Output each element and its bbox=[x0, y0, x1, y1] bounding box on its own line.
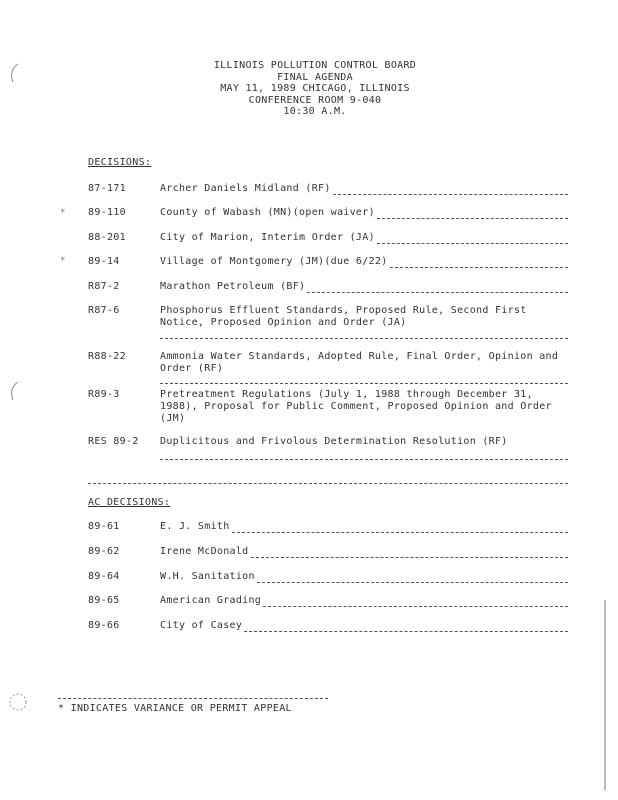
signature-line bbox=[263, 597, 568, 607]
item-description: Phosphorus Effluent Standards, Proposed Rule, Second First Notice, Proposed Opinion and Order (JA) bbox=[160, 305, 527, 328]
meeting-time: 10:30 A.M. bbox=[283, 106, 347, 117]
signature-line bbox=[244, 622, 568, 632]
docket-number: R87-6 bbox=[88, 305, 120, 316]
item-description: E. J. Smith bbox=[160, 521, 230, 532]
docket-number: 89-64 bbox=[88, 571, 120, 582]
scan-edge-line bbox=[604, 600, 606, 790]
variance-marker: * bbox=[60, 208, 66, 218]
binding-hole-mark bbox=[6, 62, 22, 86]
docket-number: 89-65 bbox=[88, 595, 120, 606]
binding-hole-mark bbox=[6, 380, 22, 404]
footer-note: * INDICATES VARIANCE OR PERMIT APPEAL bbox=[58, 703, 292, 714]
signature-line bbox=[307, 283, 568, 293]
docket-number: 89-66 bbox=[88, 620, 120, 631]
item-description: City of Casey bbox=[160, 620, 243, 631]
item-description: Village of Montgomery (JM)(due 6/22) bbox=[160, 256, 388, 267]
item-description: County of Wabash (MN)(open waiver) bbox=[160, 207, 375, 218]
agenda-title: FINAL AGENDA bbox=[277, 71, 353, 83]
signature-line bbox=[377, 209, 568, 219]
item-description: Duplicitous and Frivolous Determination Resolution (RF) bbox=[160, 436, 508, 447]
docket-number: R89-3 bbox=[88, 389, 120, 400]
board-name: ILLINOIS POLLUTION CONTROL BOARD bbox=[213, 60, 417, 71]
docket-number: R88-22 bbox=[88, 351, 126, 362]
section-divider bbox=[88, 483, 568, 484]
docket-number: 89-62 bbox=[88, 546, 120, 557]
variance-marker: * bbox=[60, 256, 66, 266]
item-description: Archer Daniels Midland (RF) bbox=[160, 183, 331, 194]
signature-line bbox=[160, 459, 568, 460]
signature-line bbox=[390, 258, 568, 268]
docket-number: 89-14 bbox=[88, 256, 120, 267]
docket-number: 88-201 bbox=[88, 232, 126, 243]
agenda-header bbox=[150, 60, 480, 118]
meeting-date-location: MAY 11, 1989 CHICAGO, ILLINOIS bbox=[220, 83, 410, 94]
decisions-heading: DECISIONS: bbox=[88, 157, 152, 168]
docket-number: R87-2 bbox=[88, 281, 120, 292]
item-description: W.H. Sanitation bbox=[160, 571, 255, 582]
item-description: Marathon Petroleum (BF) bbox=[160, 281, 306, 292]
binding-hole-mark bbox=[6, 690, 30, 714]
docket-number: 87-171 bbox=[88, 183, 126, 194]
signature-line bbox=[232, 523, 568, 533]
signature-line bbox=[251, 548, 569, 558]
conference-room: CONFERENCE ROOM 9-040 bbox=[248, 94, 382, 106]
docket-number: 89-110 bbox=[88, 207, 126, 218]
docket-number: 89-61 bbox=[88, 521, 120, 532]
footer-divider bbox=[58, 698, 328, 699]
item-description: American Grading bbox=[160, 595, 262, 606]
docket-number: RES 89-2 bbox=[88, 436, 139, 447]
item-description: Ammonia Water Standards, Adopted Rule, Final Order, Opinion and Order (RF) bbox=[160, 351, 559, 374]
signature-line bbox=[160, 383, 568, 384]
ac-decisions-heading: AC DECISIONS: bbox=[88, 497, 171, 508]
item-description: City of Marion, Interim Order (JA) bbox=[160, 232, 375, 243]
signature-line bbox=[333, 185, 568, 195]
signature-line bbox=[377, 234, 568, 244]
signature-line bbox=[257, 573, 568, 583]
item-description: Pretreatment Regulations (July 1, 1988 through December 31, 1988), Proposal for Public Comment, Proposed Opinion and Order (JM) bbox=[160, 389, 552, 424]
signature-line bbox=[160, 338, 568, 339]
item-description: Irene McDonald bbox=[160, 546, 249, 557]
